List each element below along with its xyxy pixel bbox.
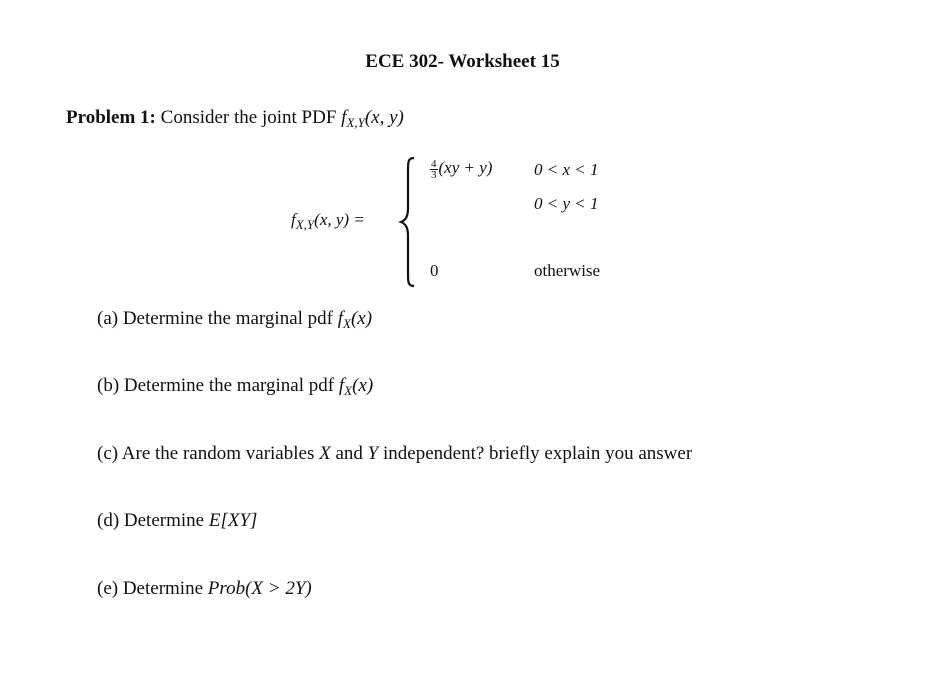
part-a-text: (a) Determine the marginal pdf	[97, 308, 333, 329]
part-c-var-x: X	[319, 443, 331, 464]
part-a-sub: X	[343, 316, 351, 331]
problem-func-sub: X,Y	[346, 115, 365, 130]
pdf-lhs-sub: X,Y	[295, 217, 315, 232]
case1-expr: (xy + y)	[438, 158, 493, 177]
part-c-and: and	[335, 443, 363, 464]
part-d	[97, 510, 257, 532]
part-e	[97, 578, 312, 600]
case1-fraction	[430, 159, 438, 180]
part-c-var-y: Y	[367, 443, 379, 464]
pdf-lhs-args: (x, y) =	[314, 210, 365, 229]
problem-func-args: (x, y)	[364, 107, 404, 128]
problem-func: f	[341, 107, 347, 128]
part-e-math: Prob(X > 2Y)	[207, 578, 312, 599]
part-c-rest: independent? briefly explain you answer	[382, 443, 693, 464]
part-a-args: (x)	[350, 308, 373, 329]
pdf-lhs-func: f	[291, 210, 296, 229]
part-b-sub: X	[344, 383, 353, 398]
case1-frac-num: 4	[431, 157, 437, 170]
case1-expression	[430, 158, 492, 180]
case1-condition-x: 0 < x < 1	[534, 160, 599, 179]
case1-frac-den: 3	[431, 168, 437, 181]
part-b-func: f	[338, 375, 345, 396]
case2-value: 0	[430, 261, 439, 280]
part-e-text: (e) Determine	[97, 578, 204, 599]
problem-statement	[66, 107, 404, 129]
case2-condition: otherwise	[534, 261, 601, 280]
part-b-args: (x)	[352, 375, 374, 396]
part-a-func: f	[337, 308, 344, 329]
part-d-math: E[XY]	[208, 510, 258, 531]
part-a	[97, 308, 372, 330]
part-b	[97, 375, 373, 397]
part-c-text: (c) Are the random variables	[97, 443, 315, 464]
problem-label: Problem 1:	[66, 107, 156, 128]
part-c	[97, 443, 692, 465]
part-b-text: (b) Determine the marginal pdf	[97, 375, 335, 396]
problem-text: Consider the joint PDF	[160, 107, 337, 128]
part-d-text: (d) Determine	[97, 510, 205, 531]
left-brace-icon	[398, 156, 418, 288]
worksheet-title: ECE 302- Worksheet 15	[365, 51, 560, 72]
case1-condition-y: 0 < y < 1	[534, 194, 599, 213]
pdf-lhs	[291, 210, 365, 230]
